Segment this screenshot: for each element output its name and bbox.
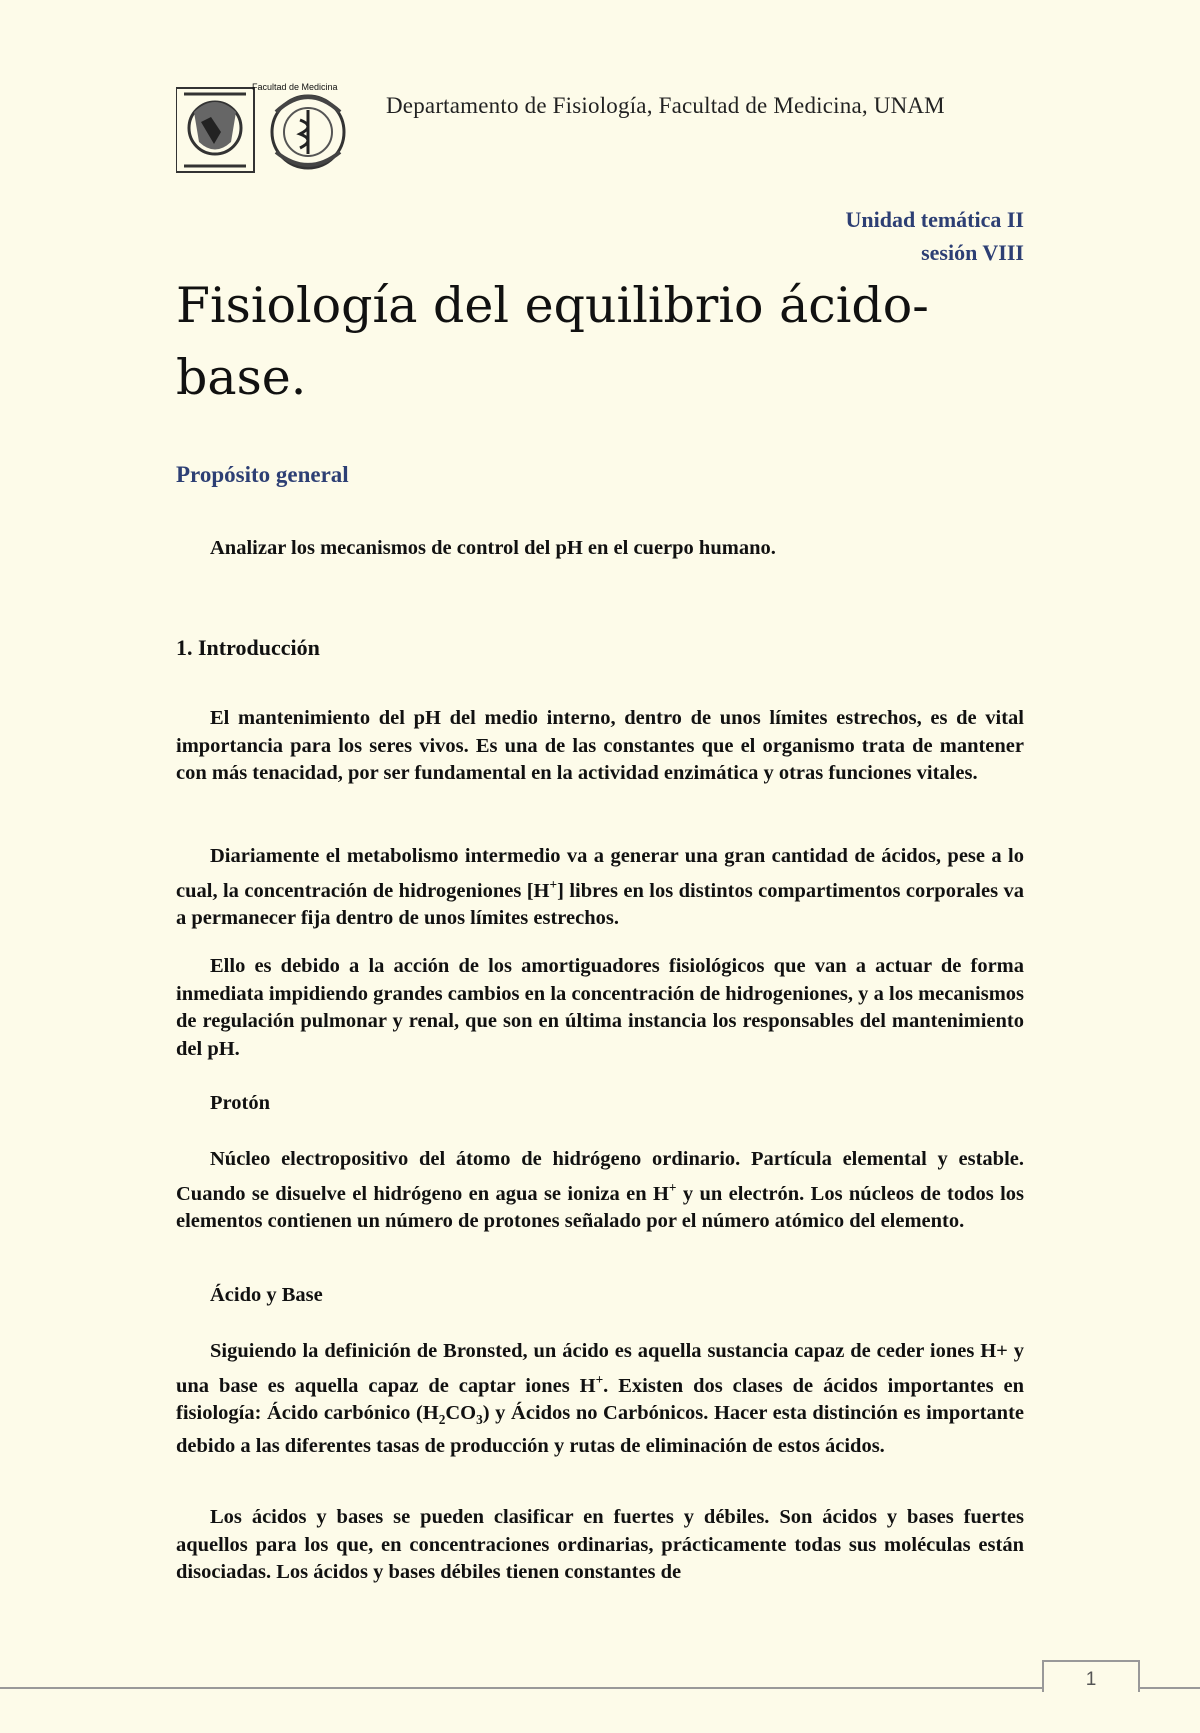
acid-base-heading: Ácido y Base [210,1284,323,1306]
intro-paragraph-2: Diariamente el metabolismo intermedio va a generar una gran cantidad de ácidos, pese a lo cual, la concentración de hidrogeniones [H+] libres en los distintos compartimentos corporales va a permanecer fija dentro de unos límites estrechos. [176,845,1024,929]
proton-paragraph: Núcleo electropositivo del átomo de hidrógeno ordinario. Partícula elemental y estable. Cuando se disuelve el hidrógeno en agua se ioniza en H+ y un electrón. Los núcleos de todos los elementos contienen un número de protones señalado por el número atómico del elemento. [176,1148,1024,1232]
purpose-text: Analizar los mecanismos de control del pH en el cuerpo humano. [210,537,776,559]
page-number: 1 [1042,1660,1140,1692]
intro-paragraph-1: El mantenimiento del pH del medio interno, dentro de unos límites estrechos, es de vital importancia para los seres vivos. Es una de las constantes que el organismo trata de mantener con más tenacidad, por ser fundamental en la actividad enzimática y otras funciones vitales. [176,707,1024,784]
unit-label [846,203,1024,269]
intro-heading: 1. Introducción [176,635,320,660]
acid-base-paragraph-1: Siguiendo la definición de Bronsted, un ácido es aquella sustancia capaz de ceder iones H+ y una base es aquella capaz de captar iones H+. Existen dos clases de ácidos importantes en fisiología: Ácido carbónico $(H_2CO_3)$ y Ácidos no Carbónicos. Hacer esta distinción es importante debido a las diferentes tasas de producción y rutas de eliminación de estos ácidos. [176,1340,1025,1458]
proton-heading: Protón [210,1092,270,1114]
unit-line-1: Unidad temática II [845,207,1024,232]
logo-label: Facultad de Medicina [252,82,338,92]
department-header: Departamento de Fisiología, Facultad de Medicina, UNAM [386,93,945,118]
header-logos [176,82,348,174]
unit-line-2: sesión VIII [921,240,1024,265]
medicine-faculty-logo-icon [176,82,348,174]
intro-paragraph-3: Ello es debido a la acción de los amortiguadores fisiológicos que van a actuar de forma inmediata impidiendo grandes cambios en la concentración de hidrogeniones, y a los mecanismos de regulación pulmonar y renal, que son en última instancia los responsables del mantenimiento del pH. [176,955,1024,1060]
acid-base-paragraph-2: Los ácidos y bases se pueden clasificar en fuertes y débiles. Son ácidos y bases fuertes aquellos para los que, en concentraciones ordinarias, prácticamente todas sus moléculas están disociadas. Los ácidos y bases débiles tienen constantes de [176,1506,1024,1583]
purpose-heading: Propósito general [176,462,349,487]
page-title: Fisiología del equilibrio ácido-base. [176,277,929,406]
footer-divider [0,1687,1200,1689]
